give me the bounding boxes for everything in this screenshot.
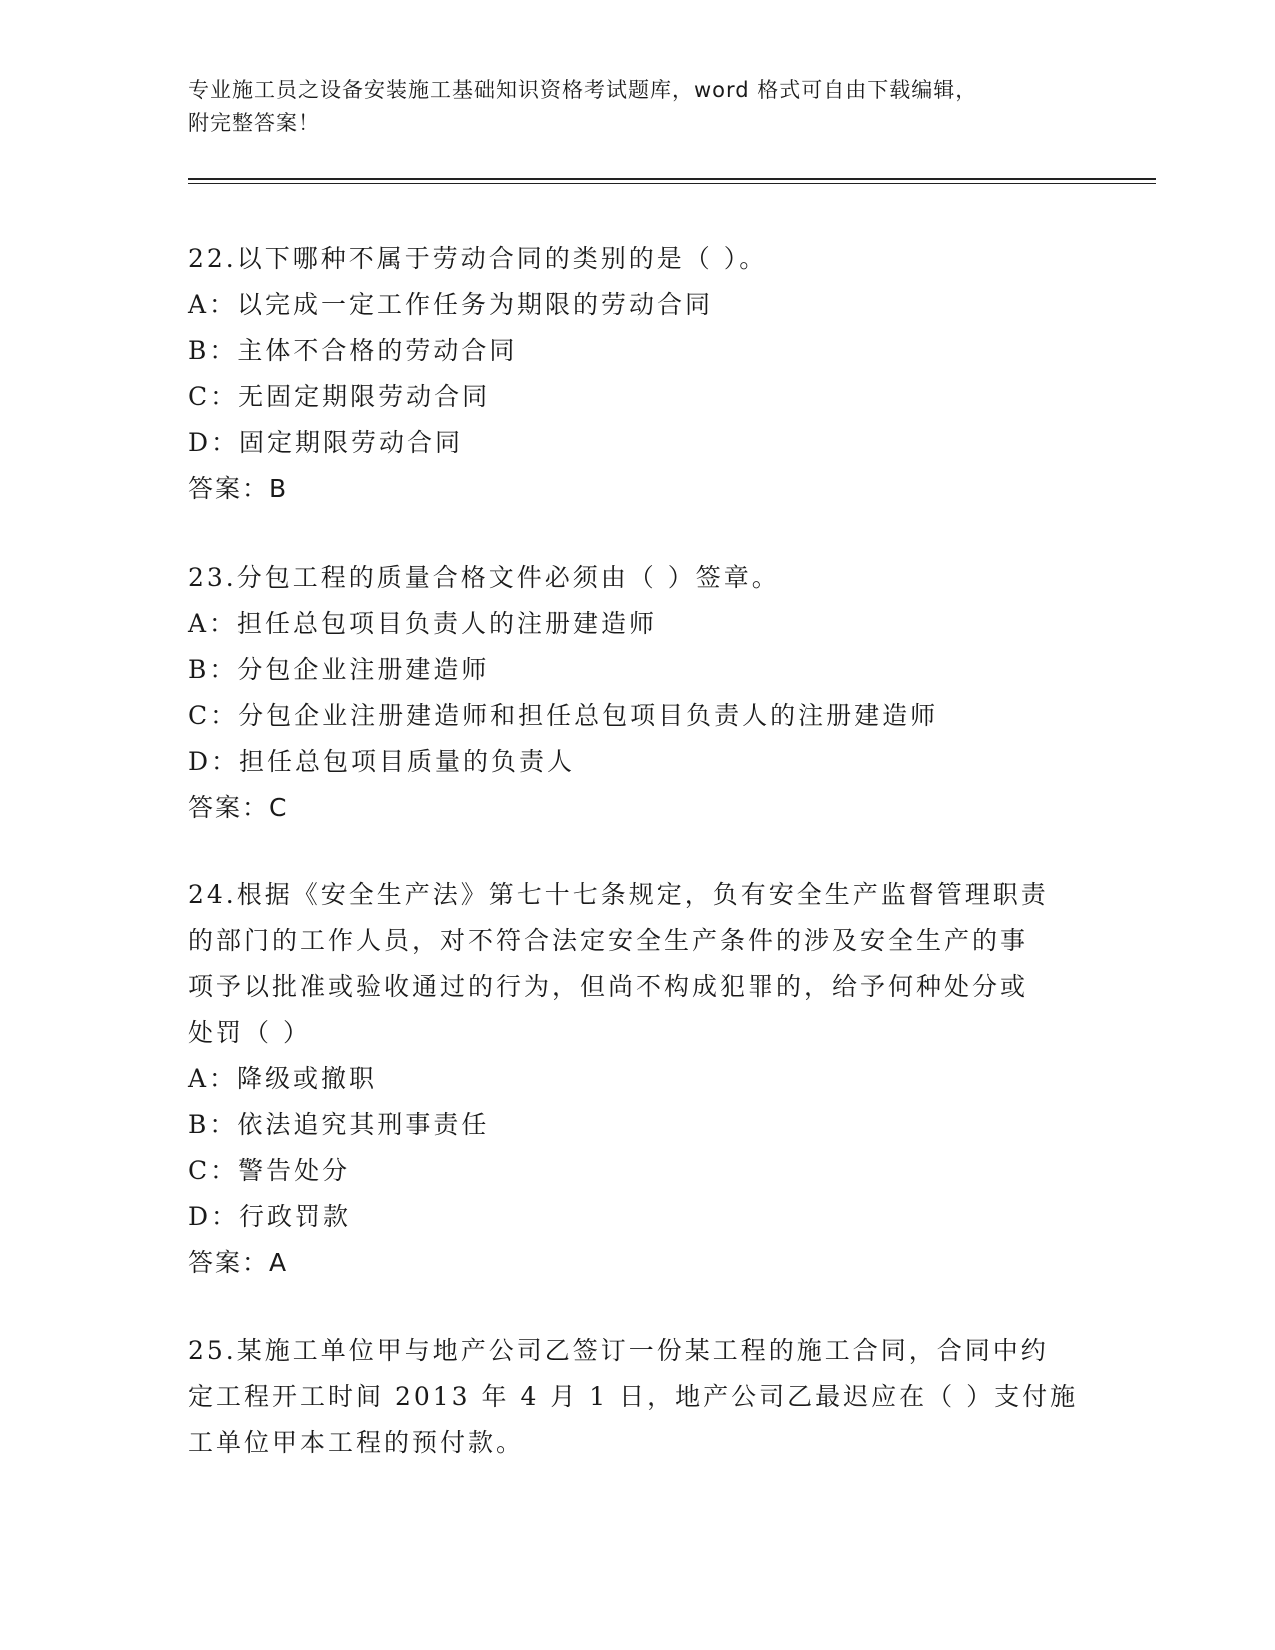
header-divider-thick <box>188 178 1156 180</box>
question-23 <box>188 555 1078 831</box>
question-stem-line: 25.某施工单位甲与地产公司乙签订一份某工程的施工合同，合同中约 <box>188 1336 1049 1365</box>
option-d: D：固定期限劳动合同 <box>188 428 464 457</box>
header-line-2: 附完整答案！ <box>188 111 320 135</box>
option-b: B：分包企业注册建造师 <box>188 655 490 684</box>
question-stem-line: 工单位甲本工程的预付款。 <box>188 1428 525 1457</box>
option-a: A：担任总包项目负责人的注册建造师 <box>188 609 658 638</box>
option-d: D：担任总包项目质量的负责人 <box>188 747 576 776</box>
question-stem-line: 项予以批准或验收通过的行为，但尚不构成犯罪的，给予何种处分或 <box>188 972 1029 1001</box>
question-stem-line: 的部门的工作人员，对不符合法定安全生产条件的涉及安全生产的事 <box>188 926 1029 955</box>
answer-line: 答案：C <box>188 793 289 822</box>
question-22 <box>188 236 1078 512</box>
question-stem-line: 23.分包工程的质量合格文件必须由（ ）签章。 <box>188 563 780 592</box>
answer-line: 答案：B <box>188 474 289 503</box>
option-a: A：以完成一定工作任务为期限的劳动合同 <box>188 290 714 319</box>
header-line-1: 专业施工员之设备安装施工基础知识资格考试题库，word 格式可自由下载编辑， <box>188 78 978 102</box>
option-c: C：无固定期限劳动合同 <box>188 382 491 411</box>
header-divider-thin <box>188 183 1156 184</box>
question-stem-line: 处罚（ ） <box>188 1018 311 1047</box>
question-24 <box>188 872 1078 1286</box>
option-a: A：降级或撤职 <box>188 1064 378 1093</box>
option-c: C：分包企业注册建造师和担任总包项目负责人的注册建造师 <box>188 701 939 730</box>
answer-line: 答案：A <box>188 1248 289 1277</box>
question-stem-line: 22.以下哪种不属于劳动合同的类别的是（ ）。 <box>188 244 768 273</box>
option-c: C：警告处分 <box>188 1156 351 1185</box>
question-stem-line: 24.根据《安全生产法》第七十七条规定，负有安全生产监督管理职责 <box>188 880 1049 909</box>
option-b: B：依法追究其刑事责任 <box>188 1110 490 1139</box>
option-d: D：行政罚款 <box>188 1202 352 1231</box>
option-b: B：主体不合格的劳动合同 <box>188 336 518 365</box>
question-stem-line: 定工程开工时间 2013 年 4 月 1 日，地产公司乙最迟应在（ ）支付施 <box>188 1382 1079 1411</box>
document-header <box>188 74 1068 140</box>
question-25 <box>188 1328 1078 1466</box>
